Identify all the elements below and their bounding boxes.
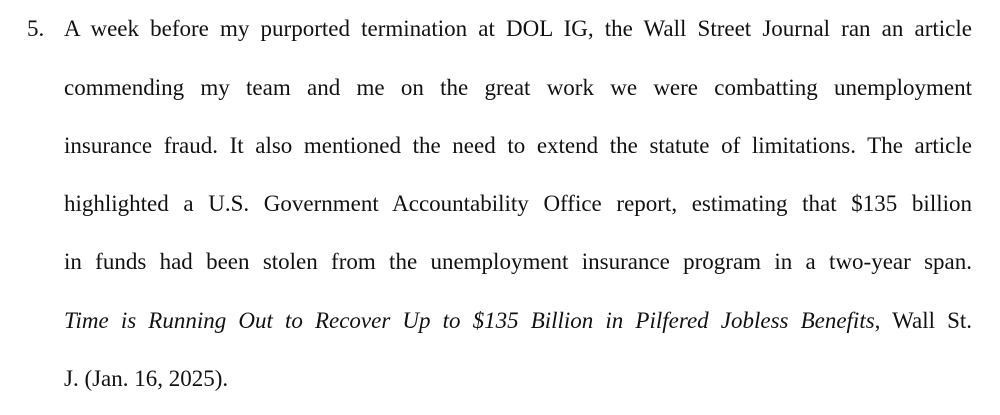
paragraph-line: highlighted a U.S. Government Accountability Office report, estimating that $135 billion xyxy=(64,191,972,216)
citation-date: J. (Jan. 16, 2025). xyxy=(64,366,229,391)
paragraph-line: commending my team and me on the great work we were combatting unemployment xyxy=(64,75,972,100)
paragraph-number: 5. xyxy=(27,16,45,41)
paragraph-line: in funds had been stolen from the unemployment insurance program in a two-year span. xyxy=(64,249,972,274)
citation-line xyxy=(64,302,972,340)
article-title: Time is Running Out to Recover Up to $135 Billion in Pilfered Jobless Benefits xyxy=(64,308,875,333)
paragraph-line: insurance fraud. It also mentioned the need to extend the statute of limitations. The article xyxy=(64,133,972,158)
citation-source: , Wall St. xyxy=(874,308,973,333)
paragraph-line: A week before my purported termination at DOL IG, the Wall Street Journal ran an article xyxy=(64,16,972,41)
